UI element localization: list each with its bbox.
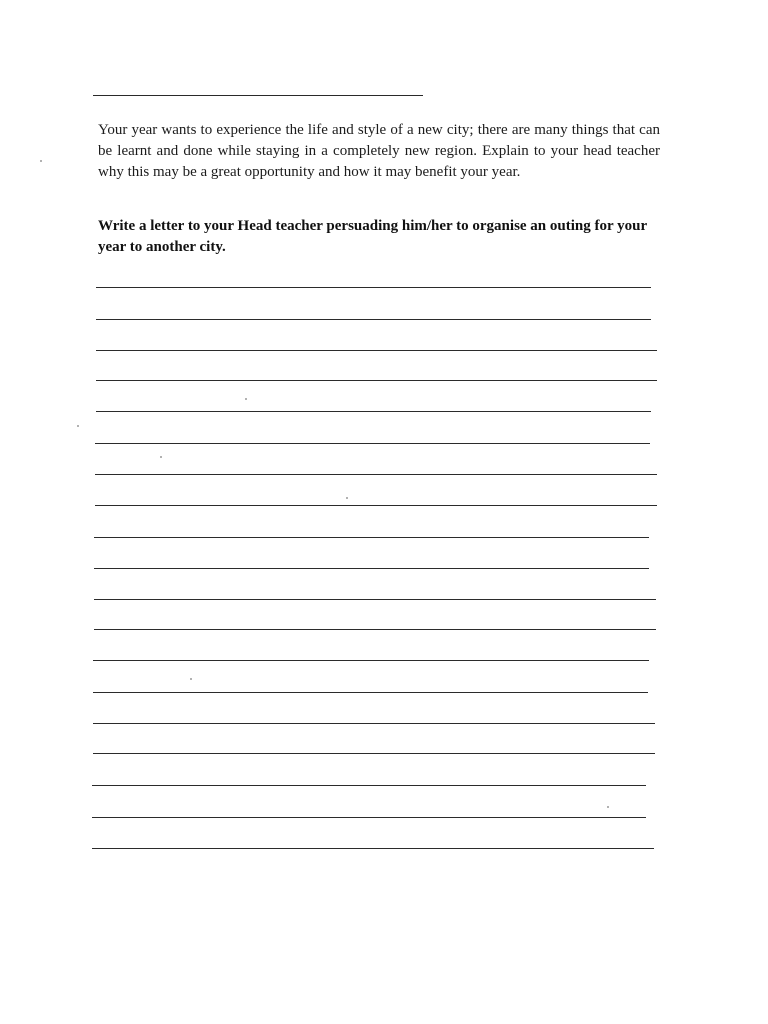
writing-line[interactable] xyxy=(95,505,657,506)
scan-speck xyxy=(190,678,192,680)
scan-speck xyxy=(346,497,348,499)
writing-line[interactable] xyxy=(96,411,651,412)
task-prompt-paragraph: Your year wants to experience the life and style of a new city; there are many things that can be learnt and done while staying in a completely new region. Explain to your head teacher why this may be a great opportunity and how it may benefit your year. xyxy=(98,122,660,180)
scan-speck xyxy=(607,806,609,808)
writing-line[interactable] xyxy=(94,629,656,630)
writing-line[interactable] xyxy=(96,350,657,351)
writing-line[interactable] xyxy=(92,785,646,786)
writing-line[interactable] xyxy=(92,848,654,849)
writing-line[interactable] xyxy=(93,753,655,754)
writing-line[interactable] xyxy=(93,660,649,661)
writing-line[interactable] xyxy=(93,723,655,724)
writing-line[interactable] xyxy=(94,599,656,600)
writing-line[interactable] xyxy=(94,537,649,538)
task-instruction: Write a letter to your Head teacher persuading him/her to organise an outing for your year to another city. xyxy=(98,218,647,255)
scan-speck xyxy=(160,456,162,458)
writing-line[interactable] xyxy=(95,474,657,475)
writing-line[interactable] xyxy=(93,692,648,693)
scan-speck xyxy=(77,425,79,427)
writing-line[interactable] xyxy=(95,443,650,444)
writing-line[interactable] xyxy=(94,568,649,569)
scan-speck xyxy=(40,160,42,162)
writing-line[interactable] xyxy=(96,287,651,288)
writing-line[interactable] xyxy=(96,319,651,320)
writing-line[interactable] xyxy=(92,817,646,818)
scan-speck xyxy=(245,398,247,400)
writing-line[interactable] xyxy=(96,380,657,381)
